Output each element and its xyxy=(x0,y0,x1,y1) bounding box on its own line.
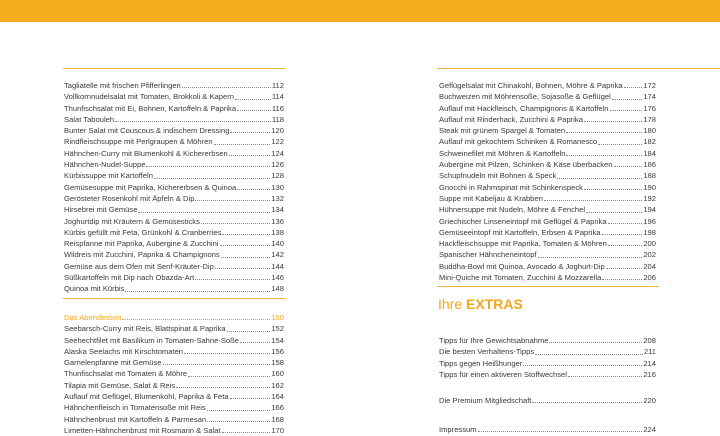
toc-entry[interactable]: Bunter Salat mit Couscous & indischem Dressing 120 xyxy=(64,126,284,136)
toc-entry[interactable]: Seehechtfilet mit Basilikum in Tomaten-Sahne-Soße 154 xyxy=(64,335,284,345)
toc-entry[interactable]: Reispfanne mit Paprika, Aubergine & Zucchini 140 xyxy=(64,239,284,249)
toc-entry[interactable]: Süßkartoffeln mit Dip nach Obazda-Art 146 xyxy=(64,273,284,283)
extras-toc-list xyxy=(439,335,656,380)
toc-entry[interactable]: Auflauf mit gekochtem Schinken & Romanesco 182 xyxy=(439,137,656,147)
toc-entry[interactable]: Die besten Verhaltens-Tipps 211 xyxy=(439,347,656,357)
toc-entry[interactable]: Tipps für Ihre Gewichtsabnahme 208 xyxy=(439,336,656,345)
extras-heading-prefix: Ihre xyxy=(438,296,463,312)
extras-heading xyxy=(438,296,523,312)
toc-entry[interactable]: Alaska Seelachs mit Kirschtomaten 156 xyxy=(64,346,284,356)
toc-entry[interactable]: Aubergine mit Pilzen, Schinken & Käse überbacken 186 xyxy=(439,160,656,170)
toc-entry[interactable]: Hähnchenfleisch in Tomatensoße mit Reis 166 xyxy=(64,403,284,413)
left-top-rule xyxy=(63,68,285,69)
toc-entry[interactable]: Buchweizen mit Möhrensoße, Sojasoße & Geflügel 174 xyxy=(439,92,656,102)
toc-entry[interactable]: Kürbissuppe mit Kartoffeln 128 xyxy=(64,171,284,181)
right-toc-list xyxy=(439,80,656,283)
toc-entry[interactable]: Auflauf mit Hackfleisch, Champignons & Kartoffeln 176 xyxy=(439,103,656,113)
toc-entry[interactable]: Limetten-Hähnchenbrust mit Rosmarin & Salat 170 xyxy=(64,425,284,435)
toc-entry[interactable]: Suppe mit Kabeljau & Krabben 192 xyxy=(439,193,656,203)
toc-entry[interactable]: Schupfnudeln mit Bohnen & Speck 188 xyxy=(439,171,656,181)
toc-entry[interactable]: Seebarsch-Curry mit Reis, Blattspinat & Paprika 152 xyxy=(64,324,284,334)
premium-entry-wrap xyxy=(439,395,656,406)
left-toc-list xyxy=(64,80,284,295)
toc-entry[interactable]: Mini-Quiche mit Tomaten, Zucchini & Mozzarella 206 xyxy=(439,273,656,283)
toc-entry[interactable]: Geflügelsalat mit Chinakohl, Bohnen, Möhre & Paprika 172 xyxy=(439,81,656,90)
toc-entry[interactable]: Hühnersuppe mit Nudeln, Möhre & Fenchel 194 xyxy=(439,205,656,215)
toc-entry[interactable]: Tipps gegen Heißhunger 214 xyxy=(439,358,656,368)
impressum-entry[interactable]: Impressum 224 xyxy=(439,425,656,434)
toc-entry[interactable]: Schweinefilet mit Möhren & Kartoffeln 184 xyxy=(439,148,656,158)
toc-entry[interactable]: Spanischer Hähncheneintopf 202 xyxy=(439,250,656,260)
toc-entry[interactable]: Tilapia mit Gemüse, Salat & Reis 162 xyxy=(64,380,284,390)
abend-toc-list xyxy=(64,312,284,436)
toc-entry[interactable]: Tipps für einen aktiveren Stoffwechsel 216 xyxy=(439,369,656,379)
toc-entry[interactable]: Kürbis gefüllt mit Feta, Grünkohl & Cranberries 138 xyxy=(64,227,284,237)
section-heading-abendessen[interactable]: Das Abendessen 150 xyxy=(64,313,284,322)
toc-entry[interactable]: Hackfleischsuppe mit Paprika, Tomaten & Möhren 200 xyxy=(439,239,656,249)
toc-entry[interactable]: Tagliatelle mit frischen Pfifferlingen 112 xyxy=(64,81,284,90)
impressum-entry-wrap xyxy=(439,424,656,435)
toc-entry[interactable]: Hähnchenbrust mit Kartoffeln & Parmesan 168 xyxy=(64,414,284,424)
toc-entry[interactable]: Quinoa mit Kürbis 148 xyxy=(64,284,284,294)
toc-entry[interactable]: Hirsebrei mit Gemüse 134 xyxy=(64,205,284,215)
toc-entry[interactable]: Buddha-Bowl mit Quinoa, Avocado & Joghurt-Dip 204 xyxy=(439,261,656,271)
toc-entry[interactable]: Gnocchi in Rahmspinat mit Schinkenspeck 190 xyxy=(439,182,656,192)
toc-entry[interactable]: Hähnchen-Curry mit Blumenkohl & Kichererbsen 124 xyxy=(64,148,284,158)
toc-entry[interactable]: Thunfischsalat mit Tomaten & Möhre 160 xyxy=(64,369,284,379)
toc-entry[interactable]: Salat Tabouleh 118 xyxy=(64,114,284,124)
toc-entry[interactable]: Steak mit grünem Spargel & Tomaten 180 xyxy=(439,126,656,136)
toc-entry[interactable]: Vollkornnudelsalat mit Tomaten, Brokkoli & Kapern 114 xyxy=(64,92,284,102)
toc-entry[interactable]: Gemüseeintopf mit Kartoffeln, Erbsen & Paprika 198 xyxy=(439,227,656,237)
extras-heading-bold: EXTRAS xyxy=(466,296,523,312)
toc-entry[interactable]: Griechischer Linseneintopf mit Geflügel & Paprika 196 xyxy=(439,216,656,226)
toc-entry[interactable]: Gerösteter Rosenkohl mit Äpfeln & Dip 132 xyxy=(64,193,284,203)
toc-entry[interactable]: Auflauf mit Geflügel, Blumenkohl, Paprika & Feta 164 xyxy=(64,392,284,402)
toc-entry[interactable]: Joghurtdip mit Kräutern & Gemüsesticks 136 xyxy=(64,216,284,226)
toc-entry[interactable]: Rindfleischsuppe mit Perlgraupen & Möhren 122 xyxy=(64,137,284,147)
left-section-rule xyxy=(63,298,285,299)
toc-entry[interactable]: Garnelenpfanne mit Gemüse 158 xyxy=(64,358,284,368)
toc-entry[interactable]: Thunfischsalat mit Ei, Bohnen, Kartoffeln & Paprika 116 xyxy=(64,103,284,113)
toc-entry[interactable]: Auflauf mit Rinderhack, Zucchini & Paprika 178 xyxy=(439,114,656,124)
premium-entry[interactable]: Die Premium Mitgliedschaft 220 xyxy=(439,396,656,405)
right-section-rule xyxy=(437,286,659,287)
toc-entry[interactable]: Gemüse aus dem Ofen mit Senf-Kräuter-Dip 144 xyxy=(64,261,284,271)
toc-entry[interactable]: Gemüsesuppe mit Paprika, Kichererbsen & Quinoa 130 xyxy=(64,182,284,192)
right-top-rule xyxy=(437,68,720,69)
toc-entry[interactable]: Hähnchen-Nudel-Suppe 126 xyxy=(64,160,284,170)
top-accent-bar xyxy=(0,0,720,22)
toc-entry[interactable]: Wildreis mit Zucchini, Paprika & Champignons 142 xyxy=(64,250,284,260)
